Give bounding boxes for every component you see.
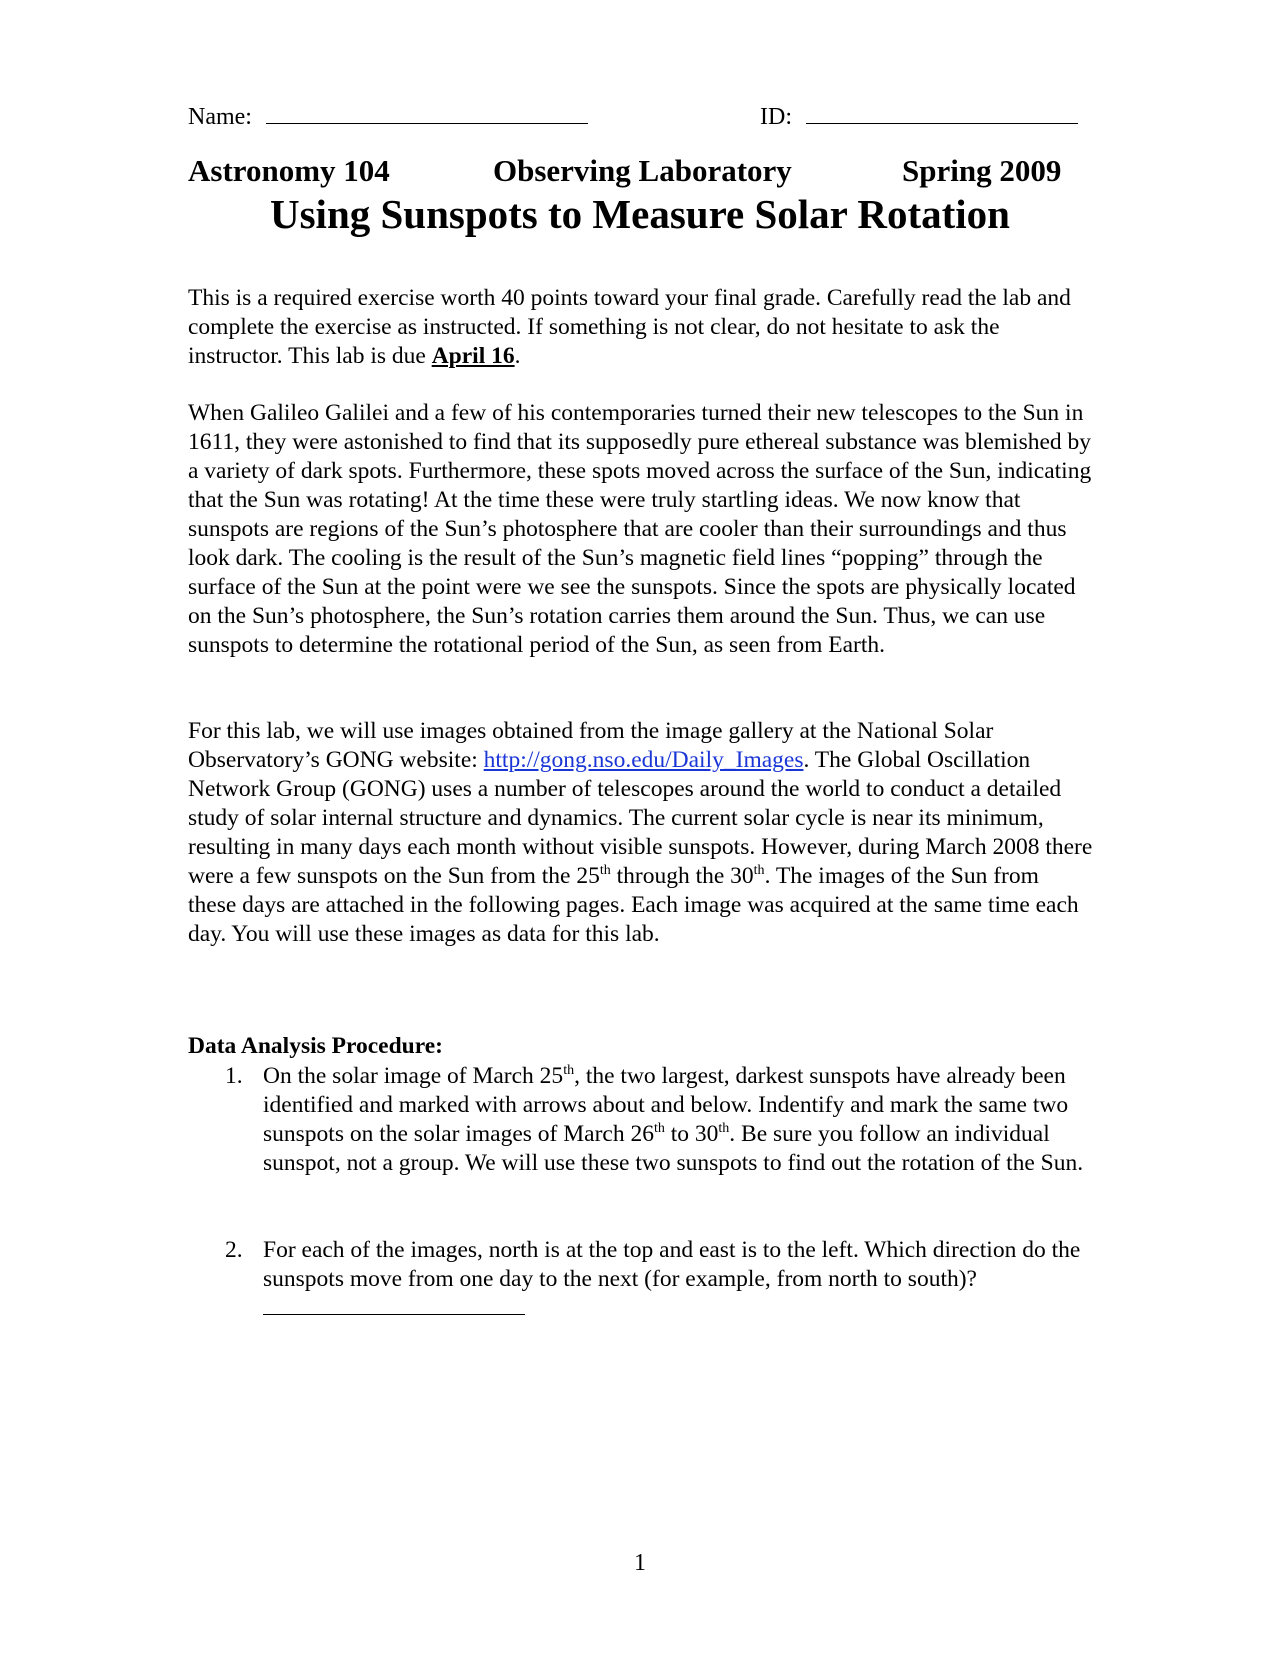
superscript-th: th	[563, 1063, 575, 1079]
gong-link[interactable]: http://gong.nso.edu/Daily_Images	[483, 747, 804, 773]
superscript-th: th	[718, 1121, 730, 1137]
term: Spring 2009	[902, 153, 1062, 188]
step-number: 2.	[225, 1237, 243, 1263]
step1-text-3: to 30	[664, 1121, 719, 1147]
data-source-text-3: through the 30	[610, 863, 754, 889]
due-date: April 16	[431, 343, 515, 369]
name-label: Name:	[188, 104, 252, 130]
course-name: Astronomy 104	[188, 153, 390, 188]
page-number: 1	[634, 1550, 646, 1576]
id-label: ID:	[760, 104, 792, 130]
id-blank-line	[806, 105, 1078, 124]
data-source-text-1: For this lab, we will use images obtained from the image gallery at the National Solar Observatory’s GONG website:	[188, 718, 994, 773]
step1-text-1: On the solar image of March 25	[263, 1063, 564, 1089]
name-id-row	[188, 104, 1088, 131]
data-source-text-2: . The Global Oscillation Network Group (GONG) uses a number of telescopes around the world to conduct a detailed study of solar internal structure and dynamics. The current solar cycle is near its minimum, resulting in many days each month without visible sunspots. However, during March 2008 there were a few sunspots on the Sun from the 25	[188, 747, 1093, 889]
name-blank-line	[266, 105, 588, 124]
intro-paragraph	[188, 284, 1093, 371]
step1-text-4: . Be sure you follow an individual sunspot, not a group. We will use these two sunspots to find out the rotation of the Sun.	[263, 1121, 1084, 1176]
intro-end: .	[514, 343, 521, 369]
step-number: 1.	[225, 1063, 243, 1089]
superscript-th: th	[753, 863, 765, 879]
course-heading	[188, 153, 1088, 193]
lab-type: Observing Laboratory	[493, 153, 792, 188]
step1-text-2: , the two largest, darkest sunspots have already been identified and marked with arrows about and below. Indentify and mark the same two sunspots on the solar images of March 26	[263, 1063, 1069, 1147]
step2-text: For each of the images, north is at the top and east is to the left. Which direction do the sunspots move from one day to the next (for example, from north to south)?	[263, 1237, 1081, 1292]
step-text	[263, 1236, 1093, 1323]
background-text: When Galileo Galilei and a few of his contemporaries turned their new telescopes to the Sun in 1611, they were astonished to find that its supposedly pure ethereal substance was blemished by a variety of dark spots. Furthermore, these spots moved across the surface of the Sun, indicating that the Sun was rotating! At the time these were truly startling ideas. We now know that sunspots are regions of the Sun’s photosphere that are cooler than their surroundings and thus look dark. The cooling is the result of the Sun’s magnetic field lines “popping” through the surface of the Sun at the point were we see the sunspots. Since the spots are physically located on the Sun’s photosphere, the Sun’s rotation carries them around the Sun. Thus, we can use sunspots to determine the rotational period of the Sun, as seen from Earth.	[188, 400, 1092, 658]
page-title: Using Sunspots to Measure Solar Rotation	[269, 191, 1010, 237]
superscript-th: th	[599, 863, 611, 879]
step-text	[263, 1062, 1093, 1178]
superscript-th: th	[653, 1121, 665, 1137]
background-paragraph	[188, 399, 1093, 660]
intro-text: This is a required exercise worth 40 points toward your final grade. Carefully read the lab and complete the exercise as instructed. If something is not clear, do not hesitate to ask the instructor. This lab is due	[188, 285, 1071, 369]
answer-blank-line[interactable]	[263, 1296, 525, 1315]
data-source-text-4: . The images of the Sun from these days are attached in the following pages. Each image was acquired at the same time each day. You will use these images as data for this lab.	[188, 863, 1079, 947]
data-source-paragraph	[188, 717, 1093, 949]
procedure-heading: Data Analysis Procedure:	[188, 1033, 444, 1059]
